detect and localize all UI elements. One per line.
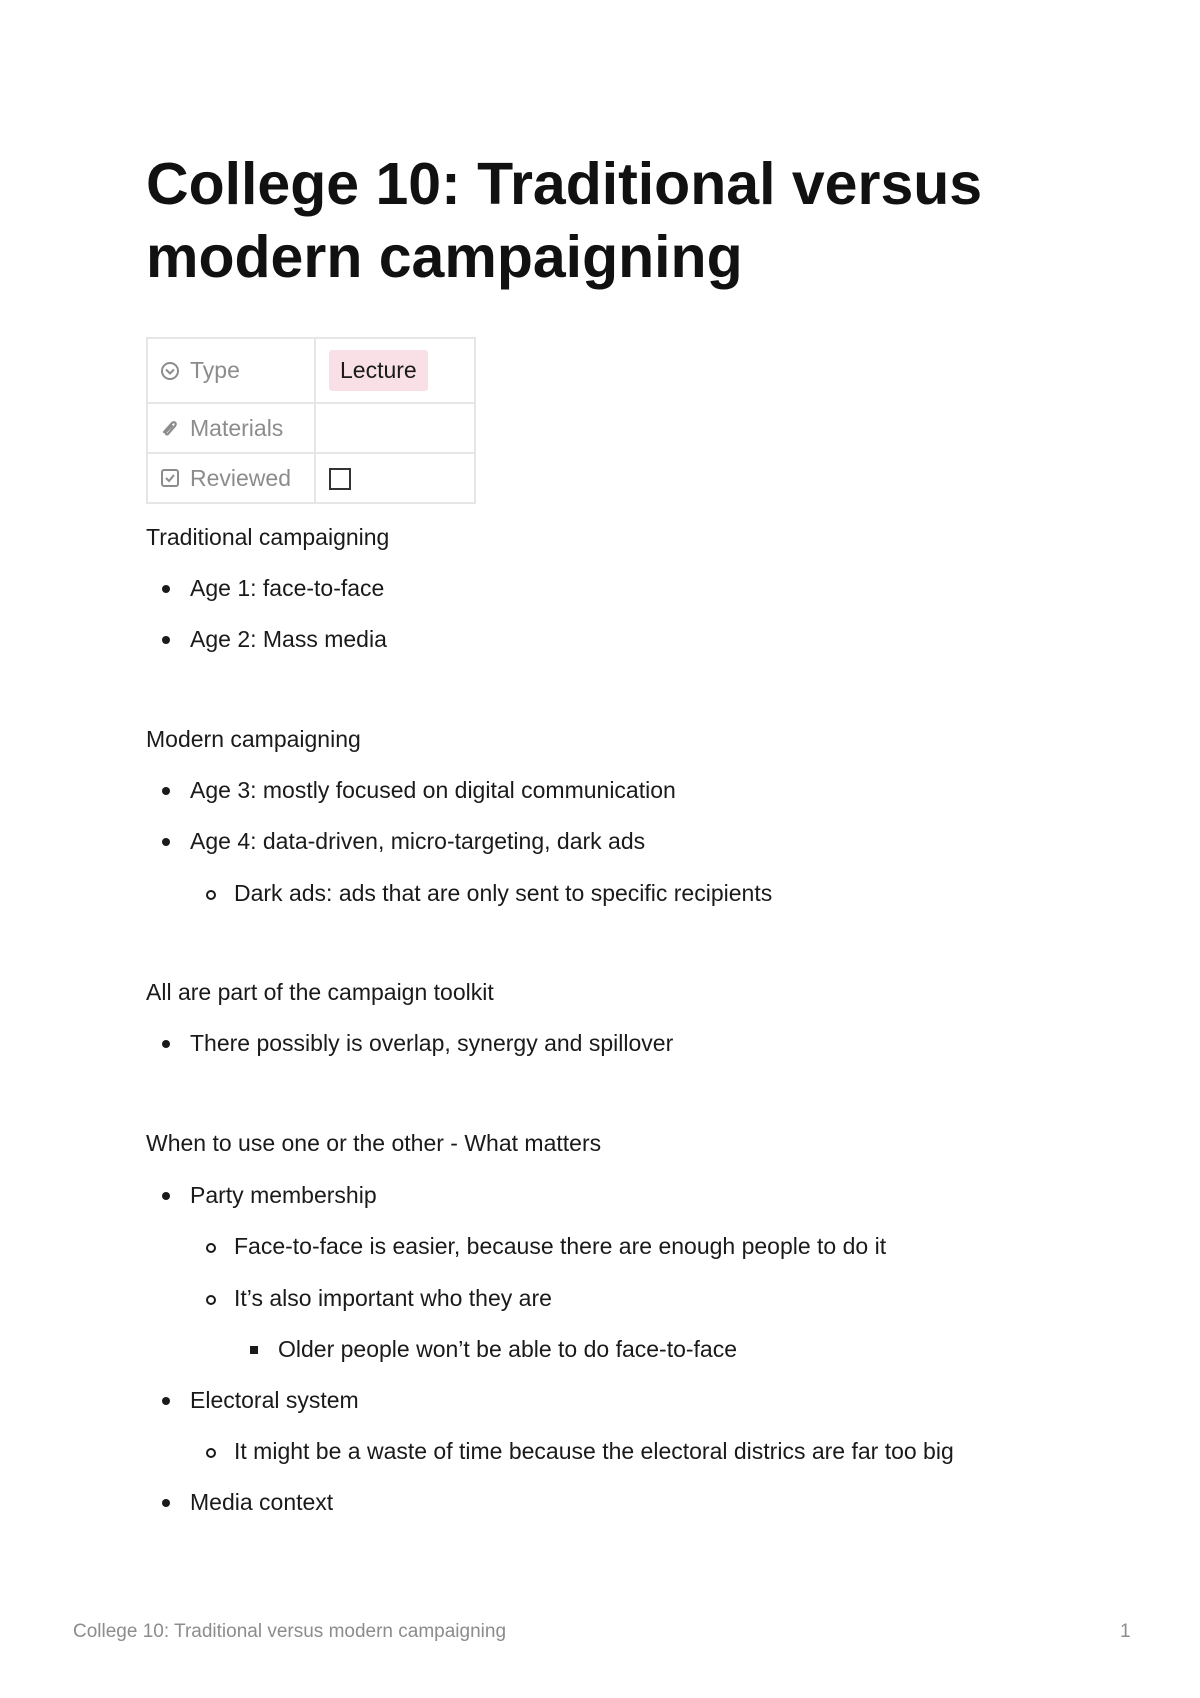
footer-title: College 10: Traditional versus modern campaigning [73,1621,507,1642]
reviewed-label: Reviewed [190,464,291,491]
list-item: Face-to-face is easier, because there are enough people to do it [234,1233,887,1259]
list-item: Age 1: face-to-face [190,575,385,601]
section-heading: When to use one or the other - What matters [146,1130,602,1156]
type-label: Type [190,357,240,383]
bullet-circle [206,890,216,900]
list-item: Media context [190,1489,334,1515]
bullet-square [250,1346,258,1354]
list-item: Party membership [190,1182,377,1208]
bullet-dot [162,1040,170,1048]
select-property-icon [160,361,180,381]
list-item: Dark ads: ads that are only sent to specific recipients [234,880,773,906]
footer-page-number: 1 [1120,1621,1131,1642]
list-item: Age 3: mostly focused on digital communication [190,777,676,803]
list-item: Older people won’t be able to do face-to-face [278,1336,738,1362]
list-item: It’s also important who they are [234,1285,552,1311]
section-heading: All are part of the campaign toolkit [146,979,494,1005]
property-row-reviewed [147,453,475,503]
checkbox-property-icon [160,468,180,488]
section-heading: Modern campaigning [146,726,361,752]
property-row-materials [147,403,475,453]
bullet-circle [206,1448,216,1458]
reviewed-checkbox[interactable] [329,468,351,490]
property-row-type [147,338,475,403]
list-item: Age 2: Mass media [190,626,387,652]
bullet-dot [162,787,170,795]
type-tag[interactable]: Lecture [329,350,428,391]
bullet-dot [162,1499,170,1507]
bullet-dot [162,838,170,846]
properties-table [146,337,476,504]
bullet-dot [162,1397,170,1405]
list-item: It might be a waste of time because the electoral districs are far too big [234,1438,954,1464]
list-item: Age 4: data-driven, micro-targeting, dark ads [190,828,646,854]
bullet-dot [162,585,170,593]
page-title: College 10: Traditional versus modern campaigning [146,151,983,290]
list-item: Electoral system [190,1387,359,1413]
bullet-dot [162,1192,170,1200]
attachment-icon [160,418,180,438]
bullet-circle [206,1295,216,1305]
materials-value[interactable] [315,403,475,453]
bullet-circle [206,1243,216,1253]
materials-label: Materials [190,414,284,441]
section-heading: Traditional campaigning [146,524,390,550]
list-item: There possibly is overlap, synergy and spillover [190,1030,674,1056]
bullet-dot [162,636,170,644]
